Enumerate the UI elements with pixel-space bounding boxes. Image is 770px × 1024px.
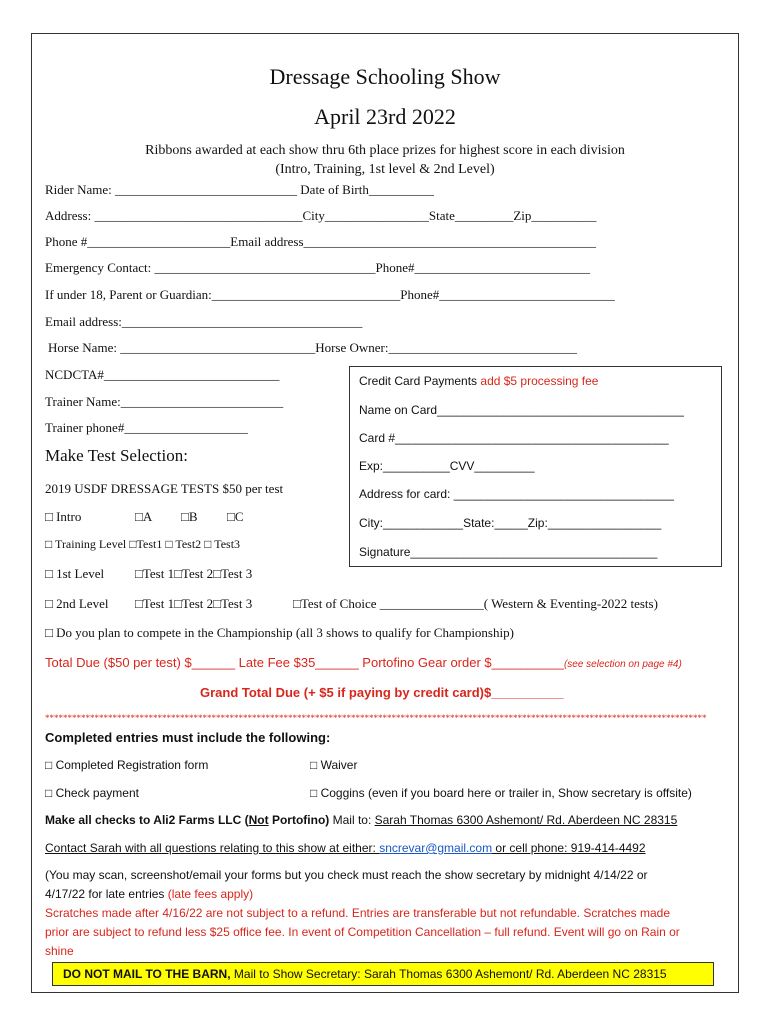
usdf-tests-subheading: 2019 USDF DRESSAGE TESTS $50 per test <box>45 481 284 496</box>
contact-suffix: or cell phone: 919-414-4492 <box>492 841 646 855</box>
cc-payments-label <box>359 374 598 388</box>
cc-city-field[interactable]: City:____________State:_____Zip:_________________ <box>359 516 662 530</box>
cc-exp-cvv-field[interactable]: Exp:__________CVV_________ <box>359 459 535 473</box>
trainer-phone-field[interactable]: Trainer phone#___________________ <box>45 420 248 435</box>
total-due-line[interactable] <box>45 655 682 670</box>
mail-to-label: Mail to: <box>332 813 375 827</box>
intro-c-checkbox[interactable]: □C <box>227 509 244 524</box>
address-field[interactable]: Address: ________________________________City________________State_________Zip__________ <box>45 208 597 223</box>
mail-warning-banner <box>52 962 714 986</box>
contact-prefix: Contact Sarah with all questions relating to this show at either: <box>45 841 380 855</box>
emergency-contact-field[interactable]: Emergency Contact: __________________________________Phone#___________________________ <box>45 260 591 275</box>
phone-field[interactable]: Phone #______________________Email address_____________________________________________ <box>45 234 597 249</box>
cc-name-field[interactable]: Name on Card_____________________________________ <box>359 403 684 417</box>
banner-rest-text: Mail to Show Secretary: Sarah Thomas 6300 Ashemont/ Rd. Aberdeen NC 28315 <box>230 967 667 981</box>
show-date: April 23rd 2022 <box>314 104 456 129</box>
registration-form-checkbox[interactable]: □ Completed Registration form <box>45 758 209 772</box>
email-link[interactable]: sncrevar@gmail.com <box>379 841 493 855</box>
horse-field[interactable]: Horse Name: ______________________________Horse Owner:_____________________________ <box>48 340 577 355</box>
intro-b-checkbox[interactable]: □B <box>181 509 198 524</box>
scratch-line-1: Scratches made after 4/16/22 are not subject to a refund. Entries are transferable but not refundable. Scratches made <box>45 906 671 920</box>
ribbons-line-2: (Intro, Training, 1st level & 2nd Level) <box>275 162 495 177</box>
scratch-line-3: shine <box>45 944 74 958</box>
make-checks-line <box>45 813 677 827</box>
checks-prefix: Make all checks to Ali2 Farms LLC ( <box>45 813 249 827</box>
checks-mid: Portofino) <box>268 813 333 827</box>
cc-signature-field[interactable]: Signature_____________________________________ <box>359 545 658 559</box>
ribbons-line-1: Ribbons awarded at each show thru 6th place prizes for highest score in each division <box>145 143 625 158</box>
cc-address-field[interactable]: Address for card: _________________________________ <box>359 487 674 501</box>
cc-payments-text: Credit Card Payments <box>359 374 481 388</box>
trainer-name-field[interactable]: Trainer Name:_________________________ <box>45 394 284 409</box>
stars-divider: *************************************************************************************************************************************************** <box>45 713 707 723</box>
see-selection-note: (see selection on page #4) <box>563 659 682 670</box>
first-level-checkbox[interactable]: □ 1st Level <box>45 566 105 581</box>
second-level-checkbox[interactable]: □ 2nd Level <box>45 596 109 611</box>
waiver-checkbox[interactable]: □ Waiver <box>310 758 358 772</box>
intro-a-checkbox[interactable]: □A <box>135 509 153 524</box>
scan-note-line-1: (You may scan, screenshot/email your forms but you check must reach the show secretary by midnight 4/14/22 or <box>45 868 648 882</box>
guardian-field[interactable]: If under 18, Parent or Guardian:_____________________________Phone#___________________________ <box>45 287 615 302</box>
test-selection-heading: Make Test Selection: <box>45 446 188 465</box>
training-level-checkboxes[interactable]: □ Training Level □Test1 □ Test2 □ Test3 <box>45 537 241 551</box>
banner-bold-text: DO NOT MAIL TO THE BARN, <box>63 967 231 981</box>
second-level-tests[interactable]: □Test 1□Test 2□Test 3 <box>135 596 253 611</box>
total-due-text: Total Due ($50 per test) $______ Late Fee $35______ Portofino Gear order $__________ <box>45 655 564 670</box>
scan-note-line-2 <box>45 887 253 901</box>
championship-checkbox[interactable]: □ Do you plan to compete in the Championship (all 3 shows to qualify for Championship) <box>45 625 514 640</box>
checks-not: Not <box>248 813 269 827</box>
entries-heading: Completed entries must include the following: <box>45 730 331 745</box>
grand-total-line[interactable]: Grand Total Due (+ $5 if paying by credit card)$__________ <box>200 685 564 700</box>
cc-card-number-field[interactable]: Card #_________________________________________ <box>359 431 669 445</box>
scratch-line-2: prior are subject to refund less $25 office fee. In event of Competition Cancellation – full refund. Event will go on Rain or <box>45 925 680 939</box>
test-of-choice-checkbox[interactable]: □Test of Choice ________________( Western & Eventing-2022 tests) <box>293 596 658 611</box>
email-field[interactable]: Email address:_____________________________________ <box>45 314 363 329</box>
rider-name-field[interactable]: Rider Name: ____________________________ Date of Birth__________ <box>45 182 434 197</box>
page-title: Dressage Schooling Show <box>269 64 501 89</box>
cc-fee-text: add $5 processing fee <box>480 374 599 388</box>
scan-line-2-text: 4/17/22 for late entries <box>45 887 168 901</box>
first-level-tests[interactable]: □Test 1□Test 2□Test 3 <box>135 566 253 581</box>
contact-line <box>45 841 646 855</box>
ncdcta-field[interactable]: NCDCTA#___________________________ <box>45 367 280 382</box>
check-payment-checkbox[interactable]: □ Check payment <box>45 786 139 800</box>
mail-address: Sarah Thomas 6300 Ashemont/ Rd. Aberdeen NC 28315 <box>374 813 678 827</box>
late-fees-note: (late fees apply) <box>167 887 254 901</box>
intro-checkbox[interactable]: □ Intro <box>45 509 82 524</box>
coggins-checkbox[interactable]: □ Coggins (even if you board here or trailer in, Show secretary is offsite) <box>310 786 692 800</box>
